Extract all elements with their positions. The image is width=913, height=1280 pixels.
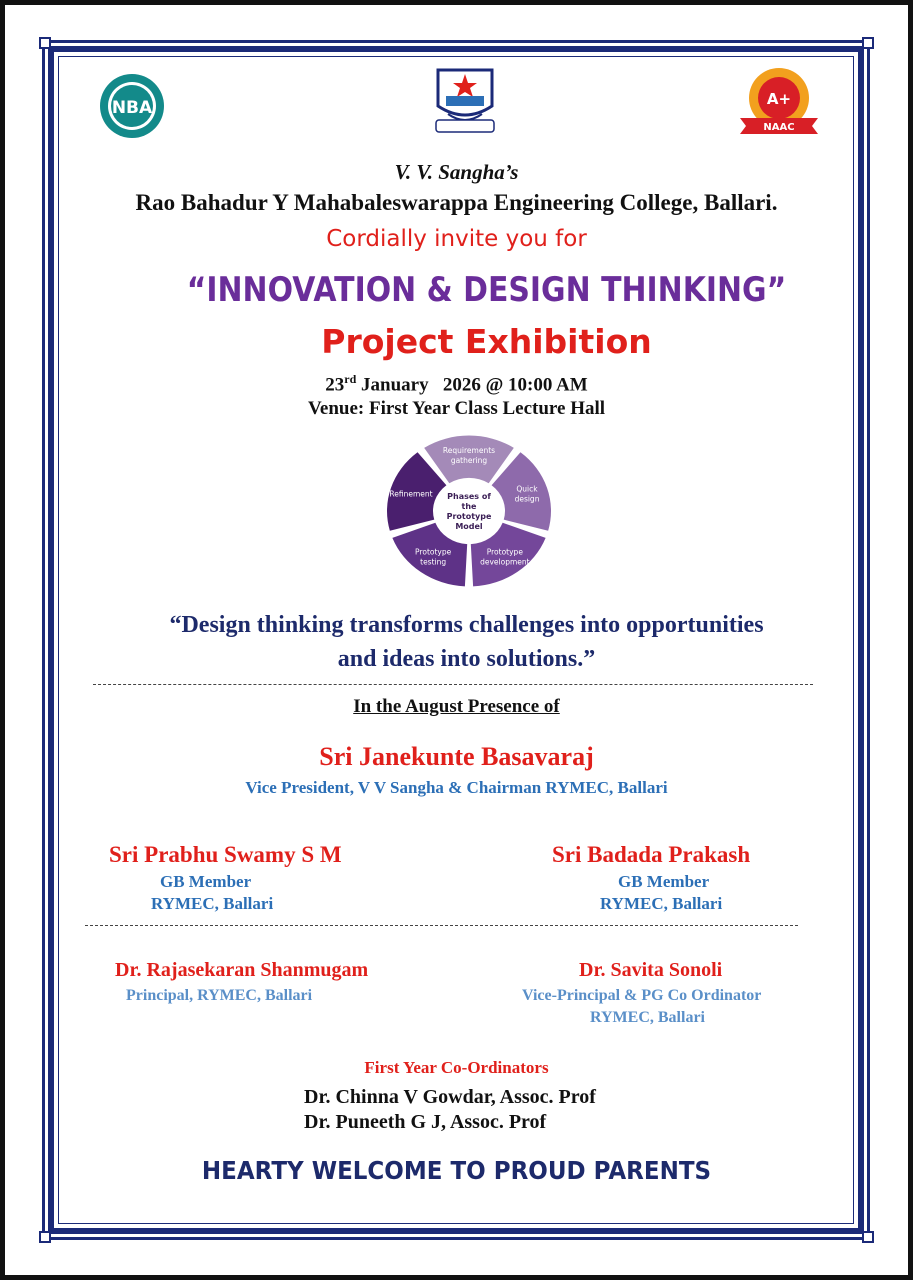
phase-label: development: [480, 557, 530, 567]
quote-line-1: “Design thinking transforms challenges into opportunities: [169, 612, 764, 638]
date-day: 23: [325, 374, 345, 396]
divider: [93, 684, 813, 685]
vice-principal-org: RYMEC, Ballari: [590, 1009, 705, 1026]
coordinator-2: Dr. Puneeth G J, Assoc. Prof: [304, 1111, 547, 1133]
event-date: [0, 372, 913, 396]
event-venue: Venue: First Year Class Lecture Hall: [307, 398, 606, 419]
divider: [85, 925, 798, 926]
diagram-center-label: Model: [455, 522, 483, 531]
border-corner: [39, 1231, 51, 1243]
vice-principal-role: Vice-Principal & PG Co Ordinator: [522, 987, 762, 1004]
border-corner: [862, 1231, 874, 1243]
naac-a-plus-badge-icon: [736, 66, 822, 145]
phase-label: gathering: [450, 455, 488, 465]
coordinator-1: Dr. Chinna V Gowdar, Assoc. Prof: [304, 1086, 596, 1108]
event-title: “INNOVATION & DESIGN THINKING”: [186, 270, 787, 310]
nba-logo-icon: [98, 72, 166, 145]
phase-label: design: [514, 494, 540, 504]
gb-member-right-role: GB Member: [618, 872, 710, 891]
chief-guest-name: Sri Janekunte Basavaraj: [319, 742, 594, 771]
prototype-model-diagram: [366, 428, 572, 599]
principal-name: Dr. Rajasekaran Shanmugam: [115, 959, 369, 981]
naac-grade-text: A+: [766, 90, 792, 108]
border-corner: [39, 37, 51, 49]
quote-line-2: and ideas into solutions.”: [337, 646, 596, 672]
diagram-center: [436, 481, 502, 542]
presence-heading: In the August Presence of: [353, 696, 560, 717]
gb-member-right-org: RYMEC, Ballari: [600, 894, 723, 913]
welcome-banner: HEARTY WELCOME TO PROUD PARENTS: [201, 1156, 712, 1185]
diagram-center-label: Phases of: [447, 492, 491, 501]
naac-label-text: NAAC: [763, 122, 795, 133]
phase-label: Quick: [516, 484, 538, 494]
gb-member-left-role: GB Member: [160, 872, 252, 891]
date-rest: January 2026 @ 10:00 AM: [356, 374, 588, 396]
border-corner: [862, 37, 874, 49]
diagram-center-label: the: [461, 502, 477, 511]
phase-label: Refinement: [389, 489, 433, 499]
chief-guest-role: Vice President, V V Sangha & Chairman RYMEC, Ballari: [245, 778, 668, 797]
nba-logo-text: NBA: [111, 98, 153, 118]
college-name: Rao Bahadur Y Mahabaleswarappa Engineering College, Ballari.: [135, 190, 778, 215]
event-subtitle: Project Exhibition: [321, 322, 652, 361]
diagram-center-label: Prototype: [446, 512, 492, 521]
coordinators-heading: First Year Co-Ordinators: [364, 1058, 549, 1077]
invite-line: Cordially invite you for: [326, 226, 587, 252]
phase-label: Requirements: [442, 445, 496, 455]
gb-member-right-name: Sri Badada Prakash: [552, 842, 751, 867]
gb-member-left-name: Sri Prabhu Swamy S M: [109, 842, 342, 867]
society-name: V. V. Sangha’s: [394, 160, 519, 184]
quote: [10, 608, 913, 676]
vv-sangha-emblem-icon: [430, 66, 500, 139]
principal-role: Principal, RYMEC, Ballari: [126, 987, 313, 1004]
phase-label: testing: [420, 557, 447, 567]
vice-principal-name: Dr. Savita Sonoli: [579, 959, 723, 981]
phase-label: Prototype: [415, 547, 452, 557]
date-suffix: rd: [344, 372, 357, 386]
gb-member-left-org: RYMEC, Ballari: [151, 894, 274, 913]
phase-label: Prototype: [486, 547, 523, 557]
